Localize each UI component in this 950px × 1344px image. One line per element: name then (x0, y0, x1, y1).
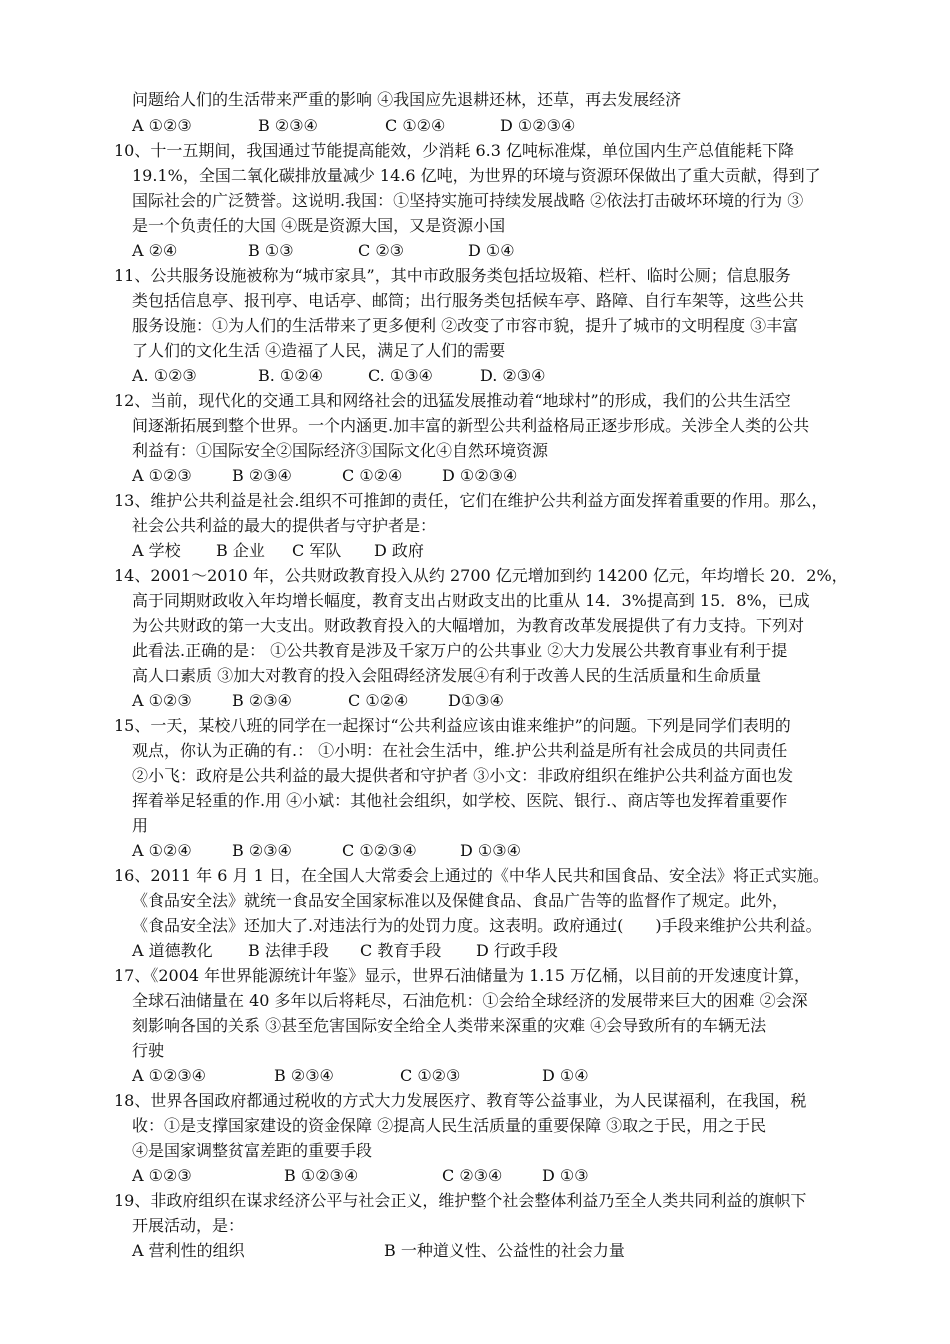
question-17-line-1: 17、《2004 年世界能源统计年鉴》显示，世界石油储量为 1.15 万亿桶，以目前的开发速度计算， (114, 966, 810, 985)
question-11-line-2: 类包括信息亭、报刊亭、电话亭、邮筒；出行服务类包括候车亭、路障、自行车架等，这些公共 (132, 291, 805, 310)
option-d: D ①③④ (460, 841, 521, 860)
option-b: B 法律手段 (248, 941, 329, 960)
option-a: A 营利性的组织 (132, 1241, 245, 1260)
question-14-line-1: 14、2001～2010 年，公共财政教育投入从约 2700 亿元增加到约 14200 亿元，年均增长 20．2%， (114, 566, 848, 585)
question-15-line-2: 观点，你认为正确的有.： ①小明：在社会生活中，维.护公共利益是所有社会成员的共同责任 (132, 741, 788, 760)
option-c: C ①②③ (400, 1066, 461, 1085)
question-14-line-4: 此看法.正确的是： ①公共教育是涉及千家万户的公共事业 ②大力发展公共教育事业有利于提 (132, 641, 788, 660)
question-17-line-4: 行驶 (132, 1041, 165, 1060)
question-19-line-2: 开展活动，是： (132, 1216, 245, 1235)
option-a: A 学校 (132, 541, 181, 560)
option-a: A ①②③ (132, 691, 192, 710)
option-a: A. ①②③ (132, 366, 197, 385)
question-18-line-1: 18、世界各国政府都通过税收的方式大力发展医疗、教育等公益事业，为人民谋福利，在我国，税 (114, 1091, 807, 1110)
question-16-line-2: 《食品安全法》就统一食品安全国家标准以及保健食品、食品广告等的监督作了规定。此外， (132, 891, 789, 910)
option-b: B ①②③④ (284, 1166, 359, 1185)
option-b: B 一种道义性、公益性的社会力量 (384, 1241, 625, 1260)
question-10-line-1: 10、十一五期间，我国通过节能提高能效，少消耗 6.3 亿吨标准煤，单位国内生产总值能耗下降 (114, 141, 794, 160)
question-9-text: 问题给人们的生活带来严重的影响 ④我国应先退耕还林，还草，再去发展经济 (132, 90, 682, 109)
option-a: A ①②③④ (132, 1066, 207, 1085)
question-14-line-5: 高人口素质 ③加大对教育的投入会阻碍经济发展④有利于改善人民的生活质量和生命质量 (132, 666, 762, 685)
option-d: D ①④ (542, 1066, 589, 1085)
option-b: B ②③④ (232, 466, 292, 485)
option-b: B ①③ (248, 241, 294, 260)
question-11-line-3: 服务设施：①为人们的生活带来了更多便利 ②改变了市容市貌，提升了城市的文明程度 ③丰富 (132, 316, 799, 335)
question-12-line-3: 利益有：①国际安全②国际经济③国际文化④自然环境资源 (132, 441, 549, 460)
question-18-line-2: 收：①是支撑国家建设的资金保障 ②提高人民生活质量的重要保障 ③取之于民，用之于民 (132, 1116, 767, 1135)
question-17-line-3: 刻影响各国的关系 ③甚至危害国际安全给全人类带来深重的灾难 ④会导致所有的车辆无法 (132, 1016, 767, 1035)
question-11-line-4: 了人们的文化生活 ④造福了人民，满足了人们的需要 (132, 341, 506, 360)
option-a: A 道德教化 (132, 941, 213, 960)
option-c: C ②③ (358, 241, 405, 260)
question-12-line-2: 间逐渐拓展到整个世界。一个内涵更.加丰富的新型公共利益格局正逐步形成。关涉全人类的公共 (132, 416, 810, 435)
question-19-line-1: 19、非政府组织在谋求经济公平与社会正义，维护整个社会整体利益乃至全人类共同利益的旗帜下 (114, 1191, 807, 1210)
option-a: A ①②③ (132, 1166, 192, 1185)
question-10-line-2: 19.1%，全国二氧化碳排放量减少 14.6 亿吨，为世界的环境与资源环保做出了重大贡献，得到了 (132, 166, 821, 185)
option-d: D ①②③④ (442, 466, 518, 485)
question-13-line-1: 13、维护公共利益是社会.组织不可推卸的责任，它们在维护公共利益方面发挥着重要的作用。那么， (114, 491, 828, 510)
option-c: C ①②④ (342, 466, 403, 485)
option-d: D. ②③④ (480, 366, 546, 385)
question-16-line-3: 《食品安全法》还加大了.对违法行为的处罚力度。这表明。政府通过( )手段来维护公共利益。 (132, 916, 822, 935)
option-d: D 政府 (374, 541, 424, 560)
option-d: D 行政手段 (476, 941, 558, 960)
option-c: C 军队 (292, 541, 342, 560)
question-12-line-1: 12、当前，现代化的交通工具和网络社会的迅猛发展推动着“地球村”的形成，我们的公共生活空 (114, 391, 791, 410)
option-b: B 企业 (216, 541, 265, 560)
question-15-line-1: 15、一天，某校八班的同学在一起探讨“公共利益应该由谁来维护”的问题。下列是同学们表明的 (114, 716, 791, 735)
option-b: B ②③④ (232, 841, 292, 860)
option-b: B ②③④ (258, 116, 318, 135)
option-a: A ①②④ (132, 841, 192, 860)
option-c: C. ①③④ (368, 366, 433, 385)
option-d: D ①③ (542, 1166, 589, 1185)
question-14-line-2: 高于同期财政收入年均增长幅度，教育支出占财政支出的比重从 14．3%提高到 15．8%，已成 (132, 591, 810, 610)
option-c: C ①②③④ (342, 841, 417, 860)
option-d: D ①②③④ (500, 116, 576, 135)
option-c: C 教育手段 (360, 941, 442, 960)
question-11-line-1: 11、公共服务设施被称为“城市家具”，其中市政服务类包括垃圾箱、栏杆、临时公厕；信息服务 (114, 266, 791, 285)
option-a: A ①②③ (132, 466, 192, 485)
option-b: B ②③④ (232, 691, 292, 710)
option-d: D ①④ (468, 241, 515, 260)
option-c: C ②③④ (442, 1166, 503, 1185)
option-a: A ①②③ (132, 116, 192, 135)
option-c: C ①②④ (385, 116, 446, 135)
option-d: D①③④ (448, 691, 504, 710)
question-14-line-3: 为公共财政的第一大支出。财政教育投入的大幅增加，为教育改革发展提供了有力支持。下列对 (132, 616, 805, 635)
option-a: A ②④ (132, 241, 178, 260)
question-10-line-3: 国际社会的广泛赞誉。这说明.我国：①坚持实施可持续发展战略 ②依法打击破坏环境的行为 ③ (132, 191, 804, 210)
question-15-line-4: 挥着举足轻重的作.用 ④小斌：其他社会组织，如学校、医院、银行.、商店等也发挥着重要作 (132, 791, 788, 810)
question-16-line-1: 16、2011 年 6 月 1 日，在全国人大常委会上通过的《中华人民共和国食品、安全法》将正式实施。 (114, 866, 829, 885)
question-18-line-3: ④是国家调整贫富差距的重要手段 (132, 1141, 373, 1160)
option-b: B ②③④ (274, 1066, 334, 1085)
option-b: B. ①②④ (258, 366, 323, 385)
question-17-line-2: 全球石油储量在 40 多年以后将耗尽，石油危机：①会给全球经济的发展带来巨大的困难 ②会深 (132, 991, 808, 1010)
question-15-line-5: 用 (132, 816, 149, 835)
question-13-line-2: 社会公共利益的最大的提供者与守护者是： (132, 516, 437, 535)
option-c: C ①②④ (348, 691, 409, 710)
question-10-line-4: 是一个负责任的大国 ④既是资源大国，又是资源小国 (132, 216, 506, 235)
question-15-line-3: ②小飞：政府是公共利益的最大提供者和守护者 ③小文：非政府组织在维护公共利益方面也发 (132, 766, 794, 785)
